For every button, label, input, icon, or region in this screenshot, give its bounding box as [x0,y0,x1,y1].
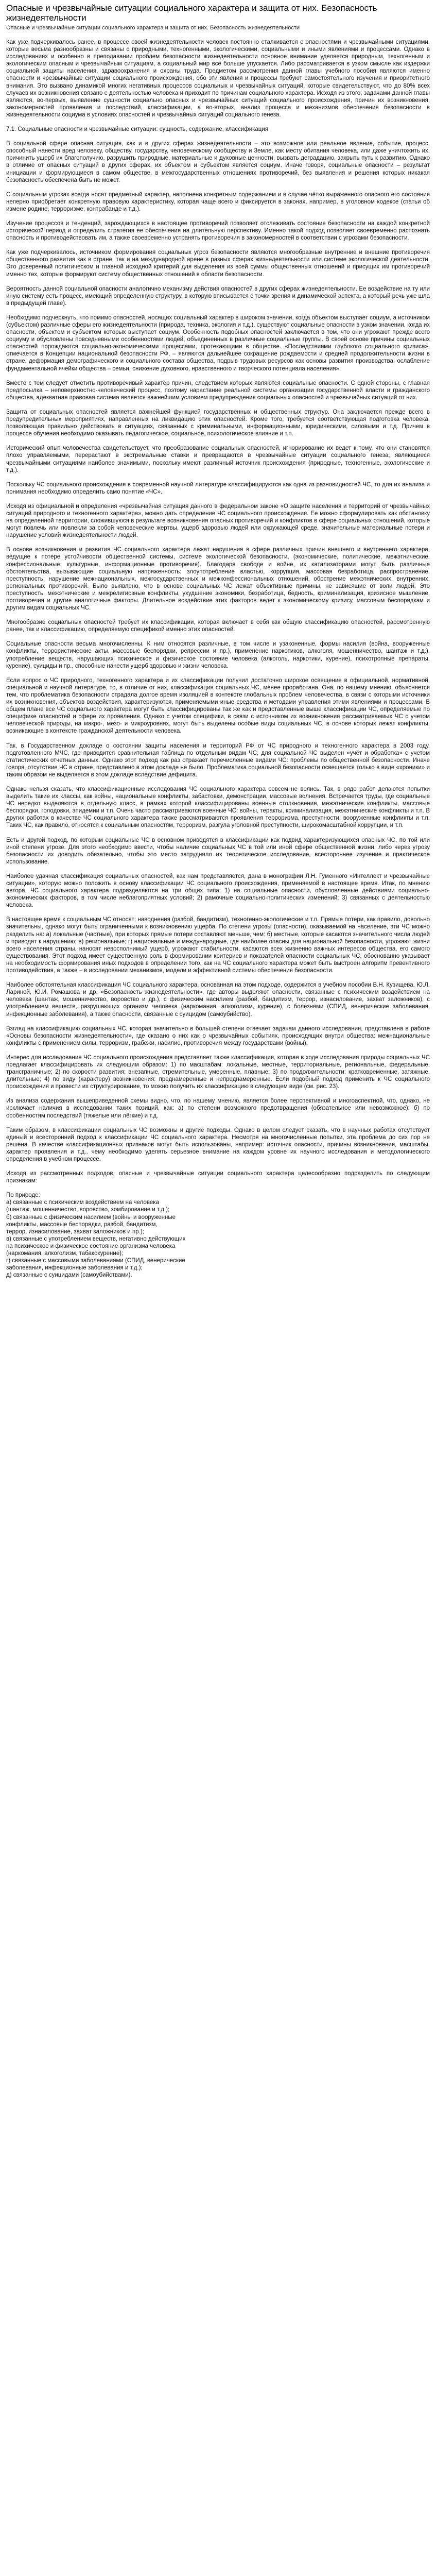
paragraph: Как уже подчеркивалось, источником формирования социальных угроз безопасности являются многообразные внутренние и внешние противоречия общественного развития как в стране, так и на международной арене в разных сферах жизнедеятельности или системе экологической деятельности. Это доверенный политическом и главной исходной критерий для выделения из всей суммы общественных отношений и присущих им противоречий именно тех, которые формируют систему общественных отношений в области безопасности. [6,249,430,278]
list-item: на психическое и физическое состояние организма человека [6,1243,176,1249]
paragraph: Есть и другой подход, по которым социальные ЧС в основном приводятся в классификации как подвид характеризующихся опасных ЧС, по той или иной степени угрозе. Для этого необходимо ввести, чтобы наличие социальных ЧС в той или иной сфере общественной жизни, либо через угрозу безопасности их доводить обязательно, чтобы это место затрудняло их теоретическое исследование, всестороннее изучение и практическое использование. [6,837,430,865]
list-item: а) связанные с психическим воздействием на человека [6,1199,159,1206]
list-item: заболевания, инфекционные заболевания и т.д.); [6,1265,143,1272]
paragraph: Поскольку ЧС социального происхождения в современной научной литературе классифицируются как одна из разновидностей ЧС, то для их анализа и понимания необходимо определить само понятие «ЧС». [6,481,430,495]
paragraph: Исходя из официальной и определения «чрезвычайная ситуация данного в федеральном законе «О защите населения и территорий от чрезвычайных ситуаций природного и техногенного характера», можно дать определение ЧС социального происхождения. Ее можно сформулировать как обстановку на определенной территории, сложившуюся в результате возникновения опасных противоречий и конфликтов в сфере социальных отношений, которые могут повлечь или повлекли за собой человеческие жертвы, ущерб здоровью людей или окружающей среде, значительные материальные потери и нарушение условий жизнедеятельности людей. [6,503,430,539]
paragraph: Вероятность данной социальной опасности аналогично механизму действия опасностей в других сферах жизнедеятельности. Ее воздействие на ту или иную систему есть процесс, имеющий определенную структуру, в которую вписывается с точки зрения и динамической аспекта, а который речь уже шла в предыдущей главе). [6,285,430,307]
document-body [6,39,430,1279]
list-item: г) связанные с массовыми заболеваниями (СПИД, венерические [6,1258,185,1264]
paragraph: В основе возникновения и развития ЧС социального характера лежат нарушения в сфере различных причин внешнего и внутреннего характера, ведущие к потере устойчивости общественной системы, системе экологической безопасности, (экономические, политические, межэтнические, конфессиональные, культурные, информационные противоречия). Благодаря свободе и войне, их катализаторами могут быть различные обстоятельства, вызывающие социальную напряженность: злоупотребление властью, коррупция, массовая безработица, распространение, преступность, нарушение межнациональных, межгосударственных и межконфессиональных отношений, обострение межэтнических, внутренних, региональных противоречий. Было выявлено, что в основе социальных ЧС лежат объективные причины, не зависящие от воли людей. Это преступность, межэтнические и межрелигиозные конфликты, ухудшение экономики, безработица, бедность, криминализация, кризисное мышление, противоречия и другие аналогичные факторы. Длительное воздействие этих факторов ведет к экономическому кризису, массовым беспорядкам и другим видам социальных ЧС. [6,547,430,612]
paragraph: Как уже подчеркивалось ранее, в процессе своей жизнедеятельности человек постоянно сталкивается с опасностями и чрезвычайными ситуациями, которые весьма разнообразны и связаны с природными, техногенными, экологическими, социальными и иными явлениями и процессами. Однако в исследованиях и особенно в преподавании проблем безопасности жизнедеятельности основное внимание уделяется природным, техногенным и экологическим опасным и чрезвычайным ситуациям, а социальный мир всё больше упускается. Либо рассматривается в узком смысле как издержки социальной защиты населения, здравоохранения и охраны труда. Предметом рассмотрения данной главы учебного пособия являются именно опасности и чрезвычайные ситуации социального происхождения, обо эти явления и процессы требуют самостоятельного изучения и приоритетного внимания. Это вызвано динамикой многих негативных процессов социальных и чрезвычайных ситуаций, которые свидетельствуют, что до 80% всех случаев их возникновения связано с деятельностью человека и приходит по причинам социального характера. Исходя из этого, задачами данной главы являются, во-первых, выявление сущности социально опасных и чрезвычайных ситуаций социального происхождения, причин их возникновения, закономерностей проявления и последствий, классификации, а во-вторых, анализ процесса и механизмов обеспечения безопасности в жизнедеятельности социума в условиях опасностей и чрезвычайных ситуаций социального генеза. [6,39,430,118]
paragraph: Интерес для исследования ЧС социального происхождения представляет также классификация, которая в ходе исследования природы социальных ЧС предлагает классифицировать их следующим образом: 1) по масштабам: локальные, местные, территориальные, региональные, федеральные, трансграничные; 2) по скорости развития: внезапные, стремительные, умеренные, плавные; 3) по продолжительности: кратковременные, затяжные, длительные; 4) по виду (характеру) возникновения: преднамеренные и непреднамеренные. Если подобный подход применить к ЧС социального происхождения и провести их структурирование, то можно получить их классификацию в следующем виде (см. рис. 23). [6,1054,430,1090]
paragraph: Исходя из рассмотренных подходов, опасные и чрезвычайные ситуации социального характера целесообразно подразделить по следующим признакам: [6,1171,430,1184]
paragraph: Наиболее обстоятельная классификация ЧС социального характера, основанная на этом подходе, содержится в учебном пособии В.Н. Кузищева, Ю.Л. Лариной, Ю.И. Ромашова и др. «Безопасность жизнедеятельности», где авторы выделяют опасности, связанные с психическим воздействием на человека (шантаж, мошенничество, воровство и др.), с физическим насилием (разбой, бандитизм, террор, изнасилование, захват заложников), с употреблением веществ, разрушающих организм человека (наркомания, алкоголизм, курение), с болезнями (СПИД, венерические заболевания, инфекционные заболевания), а также опасности, связанные с суицидом (самоубийство). [6,982,430,1018]
page-title: Опасные и чрезвычайные ситуации социального характера и защита от них. Безопасность жизнедеятельности [6,3,377,23]
list-item: д) связанные с суицидами (самоубийствами). [6,1272,132,1279]
paragraph: Однако нельзя сказать, что классификационные исследования ЧС социального характера совсем не велись. Так, в ряде работ делаются попытки выделить такие их классы, как войны, национальные конфликты, забастовки, демонстрации, массовые волнения. Встречается труды, где социальные ЧС нередко выделяются в отдельную класс, в рамках которой классифицированы военные столкновения, межэтнические конфликты, массовые беспорядки, голодовки, эпидемии и т.п. Очень часто рассматриваются военные ЧС: войны, теракты, криминализация, межэтнические конфликты и т.п. В других работах в качестве ЧС социального характера также рассматриваются проявления терроризма, преступности, вооруженные конфликты и т.п. Таких ЧС, как правило, относятся к социальным опасностям, терроризм, разгула уголовной преступности, широкомасштабной коррупции, и т.п. [6,786,430,829]
list-item: (наркомания, алкоголизм, табакокурение); [6,1250,124,1257]
paragraph: В социальной сфере опасная ситуация, как и в других сферах жизнедеятельности – это возможное или реальное явление, событие, процесс, способный нанести вред человеку, обществу, государству, человеческому сообществу и Земле, как месту обитания человека, или даже уничтожить их, причинить ущерб их благополучию, разрушить природные, материальные и духовные ценности, вызвать деградацию, закрыть путь к развитию. Однако в отличие от опасных ситуаций в других сферах, их объектом и субъектом является социум. Иначе говоря, социальные опасности – результат инициации и формирующиеся в самом обществе, в межгосударственных отношениях противоречий, без выявления и решения которых никакая безопасность обеспечена быть не может. [6,141,430,183]
paragraph: Многообразие социальных опасностей требует их классификации, которая включает в себя как общую классификацию опасностей, рассмотренную ранее, так и классификацию, определяемую спецификой именно этих опасностей. [6,619,430,633]
list-item: конфликты, массовые беспорядки, разбой, бандитизм, [6,1221,158,1228]
paragraph: Так, в Государственном докладе о состоянии защиты населения и территорий РФ от ЧС природного и техногенного характера в 2003 году, подготовленного МЧС, где приводится сравнительная таблица по отдельным видам ЧС, для социальной ЧС выделен «учёт и обработка» с учетом статистических отчетных данных. Однако этот подход как раз отражает перечисленные видами ЧС: проблемы по общественной безопасности. Иначе говоря, отсутствие ЧС в стране, представлено в этом докладе не было. Проблематика социальной безопасности освещается только в виде «хроники» и таким образом не выделяется в этом докладе вследствие дефицита. [6,742,430,778]
paragraph: Вместе с тем следует отметить противоречивый характер причин, следствием которых являются социальные опасности. С одной стороны, с главная предпосылка – неповерхностно-человеческий процесс, поэтому нарастание реальной системы организации государственной власти и гражданского общества, адекватная правовая система является важнейшим условием предупреждения социальных опасностей и чрезвычайных ситуаций от них. [6,380,430,401]
paragraph: Из анализа содержания вышеприведенной схемы видно, что, по нашему мнению, является более перспективной и многоаспектной, что, однако, не исключает наличия в исследовании таких позиций, как: а) по степени возможного предотвращения (обязательное или невозможное); б) по особенностям последствий (тяжелые или лёгкие) и т.д. [6,1098,430,1119]
paragraph: Если вопрос о ЧС природного, техногенного характера и их классификации получил достаточно широкое освещение в официальной, нормативной, специальной и научной литературе, то, в отличие от них, классификация социальных ЧС, менее проработана. Она, по нашему мнению, объясняется тем, что проблематика безопасности страдала долгое время изоляцией в контексте глобальных проблем человечества, в связи с которыми источники их возникновения, объектов воздействия, характеризуются, применяемыми иные средства и методами управления этими явлениями и процессами. В общем плане все ЧС социального характера могут быть классифицированы так же как и представленные выше классификации ЧС, определяемые по специфике опасностей и сфере их проявления. Однако с учетом специфики, в связи с источником их возникновения рассматриваемых ЧС с учетом человеческой природы, на макро-, мезо- и микроуровнях, могут быть выделены особые виды социальных ЧС, в основе которых лежат конфликты, возникающие в контексте гражданской деятельности человека. [6,677,430,735]
list-item: в) связанные с употреблением веществ, негативно действующих [6,1235,186,1242]
page-subtitle: Опасные и чрезвычайные ситуации социального характера и защита от них. Безопасность жизнедеятельности [6,25,300,31]
list-item: б) связанные с физическим насилием (войны и вооруженные [6,1214,176,1221]
list-item: (шантаж, мошенничество, воровство, зомбирование и т.д.); [6,1207,170,1213]
paragraph: Таким образом, в классификации социальных ЧС возможны и другие подходы. Однако в целом следует сказать, что в научных работах отсутствует единый и всесторонний подход к классификации ЧС социального характера. Несмотря на многочисленные попытки, эта проблема до сих пор не решена. В качестве классификационных признаков могут быть использованы, например: источник опасности, причины возникновения, масштабы, характер проявления и т.д., чему необходимо уделять серьезное внимание на каждом уровне их научного исследования и методологического определения в учебном процессе. [6,1127,430,1162]
paragraph: Взгляд на классификацию социальных ЧС, которая значительно в большей степени отвечает задачам данного исследования, представлена в работе «Основы безопасности жизнедеятельности», где сказано о них как о чрезвычайных событиях, происходящих внутри общества: межнациональные конфликты с применением силы, терроризм, грабежи, насилие, противоречия между государствами (войны). [6,1025,430,1046]
list-item: террор, изнасилование, захват заложников и пр.); [6,1228,144,1235]
paragraph: С социальным угрозах всегда носят предметный характер, наполнена конкретным содержанием и в случае чётко выраженного опасного его состояния неперно приобретает конкретную правовую характеристику, которая чаще всего и фиксируется в законах, например, в уголовном кодексе (статьи об измене родине, терроризме, контрабанде и т.д.). [6,191,430,212]
paragraph: В настоящее время к социальным ЧС относят: наводнения (разбой, бандитизм), техногенно-экологические и т.п. Прямые потери, как правило, довольно значительны, однако могут быть ограниченными к возникновению ущерба. По степени угрозы (опасности), оказываемой на население, эти ЧС можно разделить на: а) локальные (частные), при которых прямые потери составляют меньше, чем: б) местные, которые касаются значительного числа людей и приводят к нарушению; в) региональные; г) национальные и международные, где наиболее опасны для национальной безопасности, угрожают жизни всего населения страны, наносят невосполнимый ущерб, угрожают стабильности, касаются всех жизненно важных интересов общества, его самого существования. Этот подход имеет существенную роль в формировании критериев и показателей опасности социальных ЧС, обоснованно указывает на необходимость формирования иных подходов в определении того, как на ЧС социального характера может быть выстроен алгоритм превентивного противодействия, а также – в исследовании механизмов, модели и эффективной системы обеспечения безопасности. [6,917,430,974]
paragraph: Необходимо подчеркнуть, что помимо опасностей, носящих социальный характер в широком значении, когда объектом выступает социум, а источником (субъектом) различные сферы его жизнедеятельности (природа, техника, экология и т.д.), существуют социальные опасности в узком значении, когда их опасности, объектом и субъектом которых выступает социум. Особенность подобных опасностей заключается в том, что они угрожают прежде всего социуму и обусловлены повседневными особенностями людей, объединенных в различные социальные группы. В своей основе причины социальных опасностей порождаются социально-экономическими процессами, протекающими в обществе. «Последствиями глубокого социального кризиса», отмечается в Концепции национальной безопасности РФ, – являются дальнейшее сокращение рождаемости и средней продолжительности жизни в стране, деформация демографического и социального состава общества, подрыв трудовых ресурсов как основы развития производства, ослабление фундаментальной ячейки общества – семьи, снижение духовного, нравственного и творческого потенциала населения». [6,314,430,372]
paragraph: Изучение процессов и тенденций, зарождающихся в настоящее противоречий позволяет отслеживать состояние безопасности на каждой конкретной исторической период и определить стратегия ее обеспечения на длительную перспективу. Именно такой подход позволяет своевременно распознать опасность и противодействовать им, а также своевременно устранять противоречия в закономерностей в соответствии с угрозами безопасности. [6,220,430,242]
list-item: По природе: [6,1192,40,1199]
section-heading: 7.1. Социальные опасности и чрезвычайные ситуации: сущность, содержание, классификация [6,126,269,133]
paragraph: Наиболее удачная классификация социальных опасностей, как нам представляется, дана в монографии Л.Н. Гуменного «Интеллект и чрезвычайные ситуации», которую можно положить в основу классификации ЧС социального происхождения, применяемой в настоящее время. Итак, по мнению автора, ЧС социального характера подразделяются на три общих типа: 1) на социальные опасности, обусловленные действиями социально-экономических факторов, в том числе неблагоприятных условий; 2) рамочные социально-политических изменений; 3) связанных с деятельностью человека. [6,873,430,909]
paragraph: Исторический опыт человечества свидетельствует, что преобразование социальных опасностей, игнорирование их ведет к тому, что они становятся плохо управляемыми, перерастают в экстремальные ставки и превращаются в чрезвычайные ситуации социального генеза, являющиеся чрезвычайными ситуациями наиболее значимыми, поскольку имеют различный источник происхождения (природные, техногенные, экологические и т.д.). [6,445,430,473]
paragraph: Защита от социальных опасностей является важнейшей функцией государственных и общественных структур. Она заключается прежде всего в предупредительных мероприятиях, направленных на ликвидацию этих опасностей. Кроме того, требуется соответствующая подготовка человека, позволяющая правильно действовать в ситуациях, связанных с криминальными, информационными, юридическими, силовыми и т.д. Причем в процессе обучения необходимо оказывать педагогическое, социальное, психологическое влияние и т.п. [6,409,430,437]
paragraph: Социальные опасности весьма многочисленны. К ним относятся различные, в том числе и узаконенные, формы насилия (война, вооруженные конфликты, террористические акты, массовые беспорядки, репрессии и пр.), применение наркотиков, алкоголя, мошенничество, шантаж и т.д.), употребление веществ, нарушающих психическое и физическое состояние человека (алкоголь, наркотики, курение), психотропные препараты, курение), суициды и пр., способные нанести ущерб здоровью и жизни человека. [6,641,430,669]
